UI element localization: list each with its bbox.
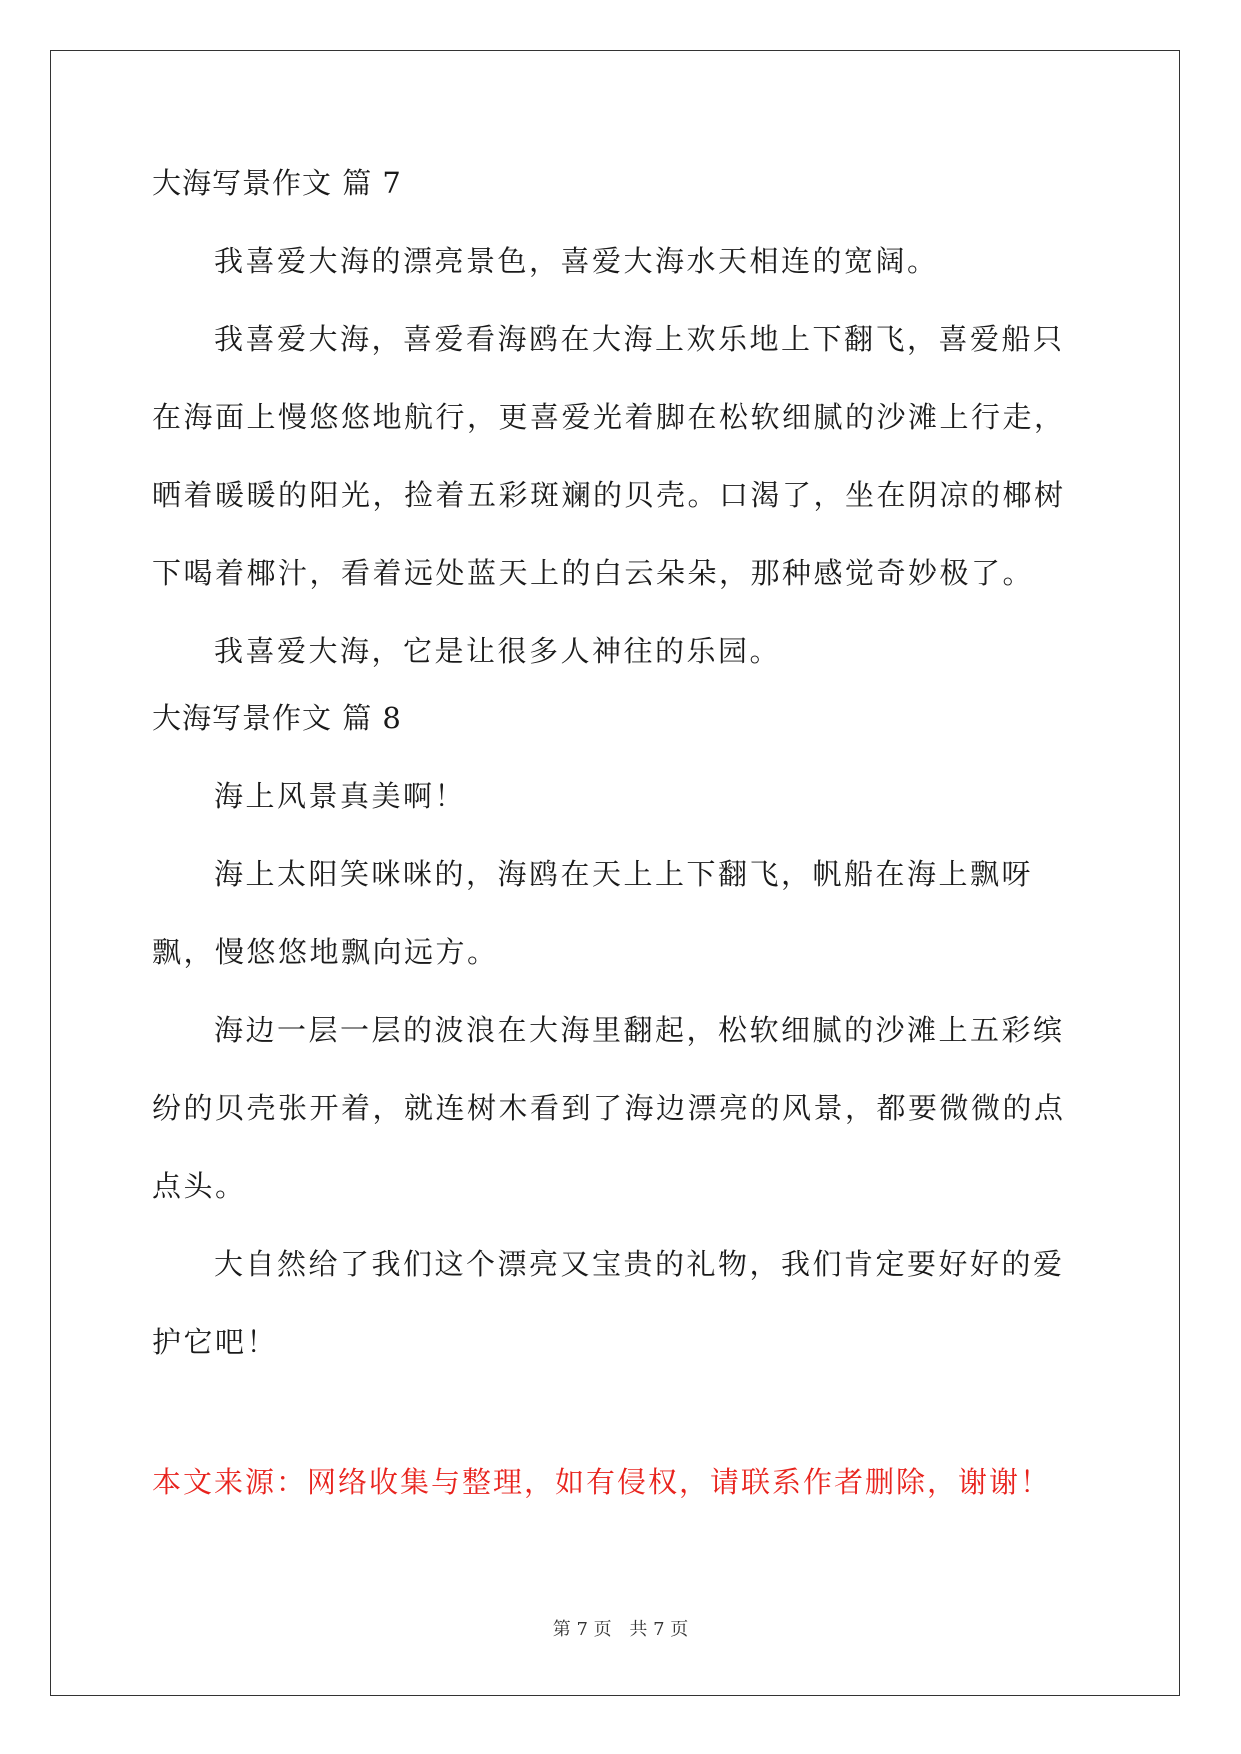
paragraph: 我喜爱大海，它是让很多人神往的乐园。 (214, 634, 782, 668)
paragraph: 我喜爱大海的漂亮景色，喜爱大海水天相连的宽阔。 (214, 244, 939, 278)
paragraph: 海上风景真美啊！ (214, 779, 467, 813)
section-heading-7: 大海写景作文 篇 7 (152, 166, 402, 200)
source-note: 本文来源：网络收集与整理，如有侵权，请联系作者删除，谢谢！ (152, 1465, 1052, 1499)
paragraph: 海上太阳笑咪咪的，海鸥在天上上下翻飞，帆船在海上飘呀飘，慢悠悠地飘向远方。 (152, 857, 1034, 969)
page-number: 第 7 页 (552, 1619, 612, 1640)
page-total: 共 7 页 (629, 1619, 689, 1640)
paragraph: 大自然给了我们这个漂亮又宝贵的礼物，我们肯定要好好的爱护它吧！ (152, 1247, 1065, 1359)
paragraph: 我喜爱大海，喜爱看海鸥在大海上欢乐地上下翻飞，喜爱船只在海面上慢悠悠地航行，更喜爱光着脚在松软细腻的沙滩上行走，晒着暖暖的阳光，捡着五彩斑斓的贝壳。口渴了，坐在阴凉的椰树下喝着椰汁，看着远处蓝天上的白云朵朵，那种感觉奇妙极了。 (152, 322, 1066, 590)
page-footer (0, 1618, 1241, 1642)
paragraph: 海边一层一层的波浪在大海里翻起，松软细腻的沙滩上五彩缤纷的贝壳张开着，就连树木看到了海边漂亮的风景，都要微微的点点头。 (152, 1013, 1066, 1203)
document-body (152, 163, 1092, 1381)
section-heading-8: 大海写景作文 篇 8 (152, 701, 402, 735)
